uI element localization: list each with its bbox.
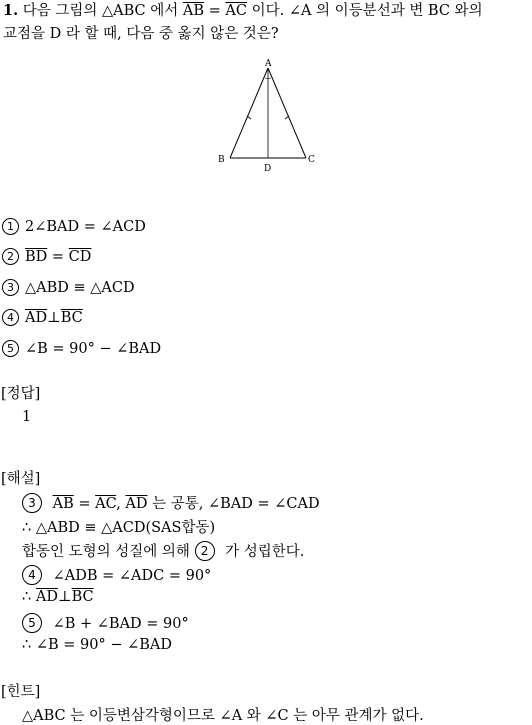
segment-ab: $\overline{AB}$ [52, 496, 74, 512]
label-b: B [218, 155, 225, 165]
explanation-text: 는 공통, ∠BAD = ∠CAD [147, 496, 320, 512]
choice-text: 2∠BAD = ∠ACD [25, 219, 146, 235]
question-text: 다음 그림의 △ABC 에서 [22, 3, 183, 19]
choice-number: 2 [2, 248, 19, 265]
segment-ab: $\overline{AB}$ [182, 3, 205, 19]
label-a: A [265, 59, 272, 69]
equals-sign: = [47, 249, 69, 265]
answer-value: 1 [22, 409, 32, 425]
separator: , [116, 496, 126, 512]
segment-ad: $\overline{AD}$ [125, 496, 148, 512]
question-line-1 [3, 0, 483, 22]
explanation-line-5 [22, 589, 94, 605]
choice-number: 4 [2, 309, 19, 326]
equals-sign: = [73, 496, 96, 512]
question-number: 1. [3, 2, 19, 19]
circled-number: 5 [22, 613, 42, 633]
side-ac [268, 68, 306, 158]
therefore-sign: ∴ [22, 589, 36, 605]
explanation-line-2: ∴ △ABD ≡ △ACD(SAS합동) [22, 520, 216, 536]
choice-text: ∠B = 90° − ∠BAD [25, 341, 162, 357]
answer-label: [정답] [1, 386, 41, 402]
explanation-text: ∠B + ∠BAD = 90° [52, 616, 189, 632]
perpendicular-sign: ⊥ [57, 589, 72, 605]
choice-number: 3 [2, 279, 19, 296]
segment-ad: $\overline{AD}$ [25, 310, 48, 326]
side-ab [230, 68, 268, 158]
explanation-text: 합동인 도형의 성질에 의해 [22, 544, 195, 560]
segment-bd: $\overline{BD}$ [25, 249, 48, 265]
segment-ac: $\overline{AC}$ [95, 496, 117, 512]
hint-text: △ABC 는 이등변삼각형이므로 ∠A 와 ∠C 는 아무 관계가 없다. [22, 708, 424, 724]
segment-bc: $\overline{BC}$ [71, 589, 94, 605]
label-d: D [264, 164, 272, 174]
choice-number: 1 [2, 218, 19, 235]
perpendicular-sign: ⊥ [47, 310, 61, 326]
triangle-figure [212, 56, 322, 174]
segment-cd: $\overline{CD}$ [68, 249, 92, 265]
choice-1[interactable] [2, 218, 146, 235]
segment-ac: $\overline{AC}$ [225, 3, 247, 19]
question-text-cont: 이다. ∠A 의 이등분선과 변 BC 와의 [246, 3, 483, 19]
circled-number: 2 [195, 541, 215, 561]
choice-2[interactable] [2, 248, 91, 265]
explanation-line-3 [22, 540, 304, 561]
circled-number: 3 [22, 493, 42, 513]
choice-text: △ABD ≡ △ACD [25, 280, 135, 296]
choice-number: 5 [2, 340, 19, 357]
equals-sign: = [204, 3, 226, 19]
choice-5[interactable] [2, 340, 161, 357]
circled-number: 4 [22, 565, 42, 585]
label-c: C [308, 155, 315, 165]
hint-label: [힌트] [1, 684, 41, 700]
explanation-label: [해설] [1, 471, 41, 487]
choice-4[interactable] [2, 309, 83, 326]
explanation-text: ∠ADB = ∠ADC = 90° [52, 568, 212, 584]
explanation-line-7: ∴ ∠B = 90° − ∠BAD [22, 637, 172, 653]
question-line-2: 교점을 D 라 할 때, 다음 중 옳지 않은 것은? [3, 26, 279, 42]
explanation-line-1 [22, 492, 320, 513]
segment-ad: $\overline{AD}$ [35, 589, 58, 605]
explanation-line-4 [22, 565, 211, 585]
explanation-line-6 [22, 613, 189, 633]
choice-3[interactable] [2, 279, 135, 296]
segment-bc: $\overline{BC}$ [60, 310, 83, 326]
explanation-text: 가 성립한다. [220, 544, 305, 560]
